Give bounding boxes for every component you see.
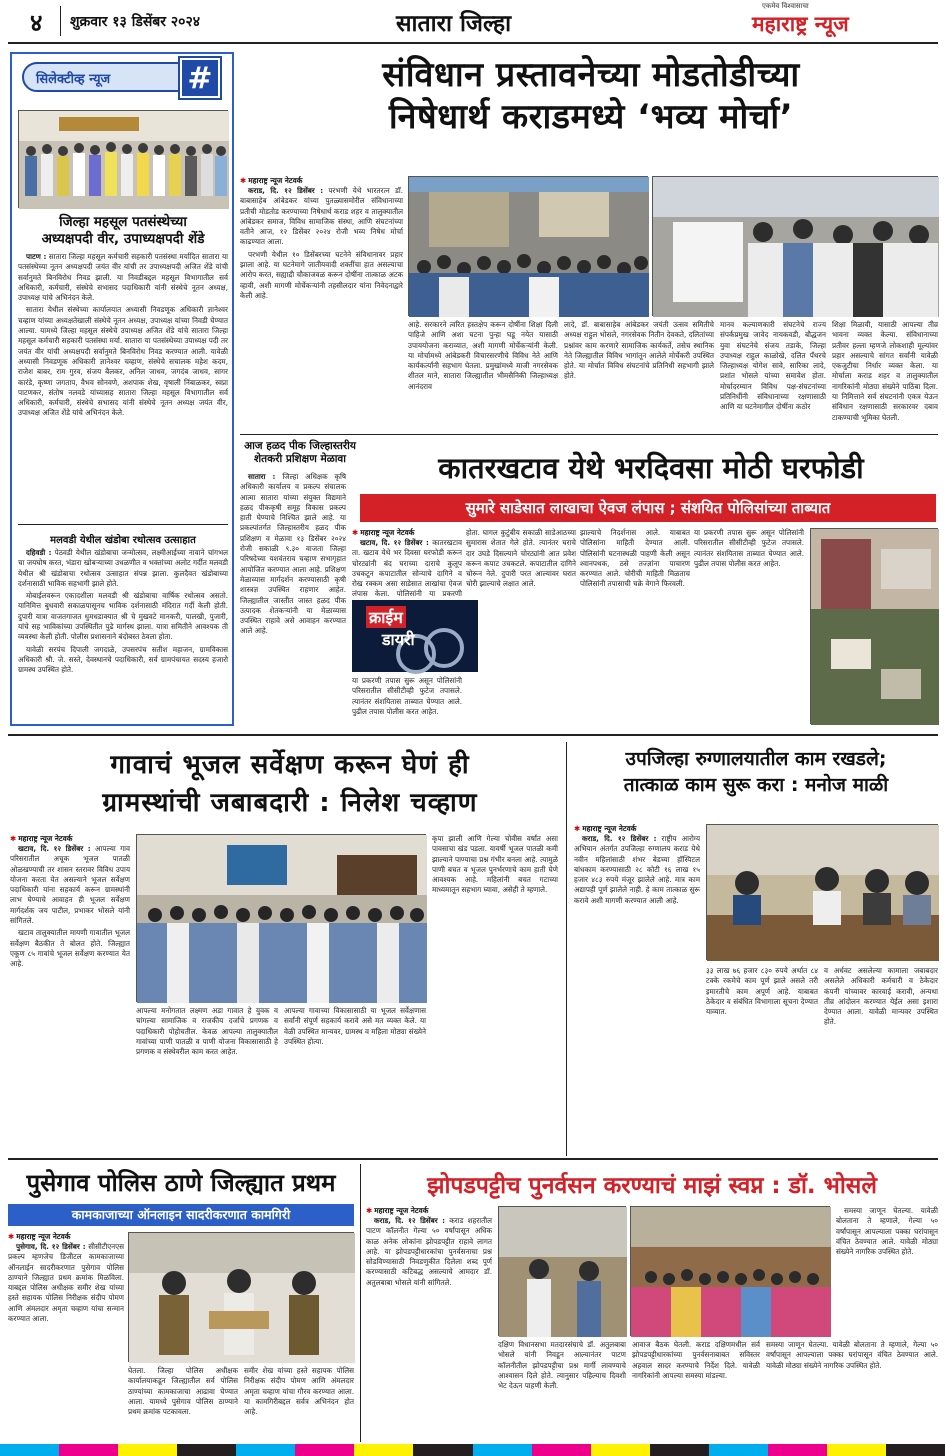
- hospital-photo: [706, 824, 938, 960]
- hospital-col-1: ✱ महाराष्ट्र न्यूज नेटवर्क कराड, दि. १२ डिसेंबर : राष्ट्रीय आरोग्य अभियान अंतर्गत उपजिल्हा रुग्णालय कराड येथे नवीन महिलांसाठी शंभर बेडच्या हॉस्पिटल बांधकाम करण्यासाठी २८ कोटी १६ लाख १५ हजार ४८३ रुपये मंजूर झालेले आहे. मात्र काम अद्यापही पूर्ण झालेले नाही. हे काम तात्काळ सुरू करावे अशी मागणी करण्यात आली आहे.: [574, 824, 700, 905]
- protest-photo-1: [408, 176, 648, 316]
- lead-col-5: शिक्षा मिळावी, यासाठी आपल्या तीव्र भावना व्यक्त केल्या. संविधानाच्या प्रतीवर हल्ला म्हणजे लोकशाही मूल्यांवर प्रहार असल्याचे सांगत सर्वांनी यावेळी एकजुटीचा निर्धार व्यक्त केला. या मोर्चाला कराड शहर व तालुक्यातील नागरिकांनी मोठ्या संख्येने पाठिंबा दिला. या निमित्ताने सर्व संघटनांनी एकत्र येऊन संविधान रक्षणासाठी सरकारवर दबाव टाकण्याची भूमिका घेतली.: [832, 320, 938, 422]
- selective-headline-1: जिल्हा महसूल पतसंस्थेच्या अध्यक्षपदी वीर, उपाध्यक्षपदी शेंडे: [41, 214, 205, 247]
- police-col-1: ✱ महाराष्ट्र न्यूज नेटवर्क पुसेगाव, दि. १२ डिसेंबर : सीसीटीएनएस प्रकल्प म्हणजेच डिजीटल कामकाजाच्या ऑनलाईन सादरीकरणात पुसेगाव पोलिस ठाण्याने जिल्ह्यात प्रथम क्रमांक मिळविला. याबद्दल पोलिस अधीक्षक समीर शेख यांच्या हस्ते सहायक पोलिस निरीक्षक संदीप पोमण आणि अंमलदार अमृता चव्हाण यांचा सन्मान करण्यात आला.: [8, 1232, 125, 1324]
- theft-col-3: झाल्याचे निदर्शनास आले. याबाबत पोलिसांना माहिती देण्यात आली. पोलिसांनी घटनास्थळी पाहणी केली असून श्वानपथक, ठसे तज्ज्ञांना पाचारण करण्यात आले. चोरीची माहिती मिळताच पोलिसांनी तपासाची चक्रे वेगाने फिरवली.: [580, 528, 690, 589]
- selective-headline-2: मलवडी येथील खंडोबा रथोत्सव उत्साहात: [50, 535, 196, 546]
- hospital-col-2: ३३ लाख ७६ हजार ८३० रुपये अर्थात ८४ टक्के रकमेचे काम पूर्ण झाले असले तरी इमारतीचे काम अपूर्ण आहे. याबाबत ठेकेदार व संबंधित विभागाला सूचना देण्यात याव्यात.: [706, 966, 818, 1017]
- ag-headline: आज हळद पीक जिल्हास्तरीय शेतकरी प्रशिक्षण मेळावा: [244, 440, 356, 465]
- selective-story-1: पाटण : सातारा जिल्हा महसूल कर्मचारी सहकारी पतसंस्था मर्यादित सातारा या पतसंस्थेच्या नूतन अध्यक्षपदी जयंत वीर यांची तर उपाध्यक्षपदी अजित शेंडे यांची सर्वानुमते बिनविरोध निवड झाली. या निवडीबद्दल महसूल विभागातील सर्व अधिकारी, कर्मचारी, संस्थेचे सभासद पदाधिकारी यांनी संस्थेचे नूतन अध्यक्ष, उपाध्यक्ष यांचे अभिनंदन केले. सातारा येथील संस्थेच्या कार्यालयात अध्यासी निवडणूक अधिकारी ज्ञानेश्वर चव्हाण यांच्या अध्यक्षतेखाली संस्थेचे नूतन अध्यक्ष, उपाध्यक्ष यांच्या निवडी घेण्यात आल्या. यामध्ये जिल्हा महसूल संस्थेचे उपाध्यक्ष अजित शेंडे यांचे सातारा जिल्हा महसूल कर्मचारी सहकारी पतसंस्था मर्या. सातारा या पतसंस्थेच्या उपाध्यक्ष पदी तर जयंत वीर यांची अध्यक्षपदी सर्वानुमते बिनविरोध निवड करण्यात आली. यावेळी अध्यासी निवडणूक अधिकारी ज्ञानेश्वर चव्हाण, संस्थेचे सचालक महेश कदम, राजेश बाबर, राम गुरव, संजय बैलकर, अनिल जाधव, जगदंब जाधव, सागर कारंडे, कृष्णा जगताप, वैभव सोनवणे, अशपाक शेख, वृषाली निंबाळकर, स्वप्ना पाटणकर, संतोष नलवडे यांच्यासह सातारा जिल्हा महसूल विभागातील सर्व अधिकारी, कर्मचारी, संस्थेचे सभासद यांनी संस्थेचे नूतन अध्यक्ष जयंत वीर, उपाध्यक्ष अजित शेंडे यांचे अभिनंदन केले.: [18, 252, 228, 418]
- lead-col-1: ✱ महाराष्ट्र न्यूज नेटवर्क कराड, दि. १२ डिसेंबर : परभणी येथे भारतरत्न डॉ. बाबासाहेब आंबेडकर यांच्या पुतळ्यासमोरील संविधानाच्या प्रतीची मोडतोड करण्याच्या निषेधार्थ कराड शहर व तालुक्यातील आंबेडकर समाज, विविध सामाजिक संस्था, आणि संघटनांच्या वतीने आज, १२ डिसेंबर २०२४ रोजी भव्य निषेध मोर्चा काढण्यात आला. परभणी येथील १० डिसेंबरच्या घटनेने संविधानावर प्रहार झाला आहे. या घटनेमागे जातीयवादी शक्तींचा हात असल्याचा आरोप करत, सह्याद्री चौकाजवळ करून दोषींना तात्काळ अटक व्हावी, अशी मागणी मोर्चेकऱ्यांनी तहसीलदार यांना निवेदनाद्वारे केली आहे.: [240, 176, 403, 300]
- water-headline: गावाचं भूजल सर्वेक्षण करून घेणं ही ग्रामस्थांची जबाबदारी : निलेश चव्हाण: [102, 750, 478, 818]
- lead-col-2: आहे. सरकारने त्वरित हस्तक्षेप करून दोषींना शिक्षा दिली पाहिजे आणि अशा घटना पुन्हा घडू नयेत यासाठी उपाययोजना कराव्यात, अशी मागणी मोर्चेकऱ्यांनी केली. या मोर्चामध्ये आंबेडकरी विचारसरणीचे विविध नेते आणि कार्यकर्त्यांनी सहभाग घेतला. प्रमुखांमध्ये माजी नगरसेवक शीतल माने, सातारा जिल्ह्यातील भीमसैनिकी जिल्हाध्यक्ष आनंदराव: [408, 320, 558, 391]
- issue-date: शुक्रवार १३ डिसेंबर २०२४: [70, 14, 201, 30]
- police-headline: पुसेगाव पोलिस ठाणे जिल्ह्यात प्रथम: [26, 1169, 336, 1197]
- lead-col-4: मानव कल्याणकारी संघटनेचे राज्य संपर्कप्रमुख जावेद नायकवडी, बौद्धजन युवा संघटनेचे संजय तडाके, जिल्हा उपाध्यक्ष राहुल काळोखे, दलित पँथरचे जिल्हाध्यक्ष योगेश सावे, सारिका लादे, प्रशांत भोसले यांच्या समावेश होता. मोर्चादरम्यान विविध पक्ष-संघटनांच्या प्रतिनिधींनी संविधानाच्या रक्षणासाठी आणि या घटनेमागील दोषींना कठोर: [720, 320, 826, 412]
- selective-news-box: [10, 52, 234, 726]
- theft-col-2: होता. घागल कुटुंबीय सकाळी साडेआठच्या सुमारास शेतात गेले होते. त्यानंतर घराचे दार उघडे दिसल्याने चोरट्यांनी आत प्रवेश करून कपाट उचकटले. कपाटातील दागिने चोरून नेले. दुपारी परत आल्यावर घरात चोरी झाल्याचे लक्षात आले.: [466, 528, 576, 589]
- ag-story: सातारा : जिल्हा अधिक्षक कृषि अधिकारी कार्यालय व प्रकल्प संचालक आत्मा सातारा यांच्या संयुक्त विद्यमाने हळद पीककृषी समूह विकास प्रकल्प हाती घेण्याचे निश्चित झाले आहे. या प्रकल्पांतर्गत जिल्हास्तरीय हळद पीक प्रशिक्षण व मेळावा १३ डिसेंबर २०२४ रोजी सकाळी ९.३० वाजता जिल्हा परिषदेच्या यशवंतराव चव्हाण सभागृहात आयोजित करण्यात आला आहे. प्रशिक्षण मेळाव्यास मार्गदर्शन करण्यासाठी कृषी शास्त्रज्ञ उपस्थित राहणार आहेत. जिल्ह्यातील जास्तीत जास्त हळद पीक उत्पादक शेतकऱ्यांनी या मेळाव्यास उपस्थित राहावे असे आवाहन करण्यात आले आहे.: [240, 472, 346, 636]
- water-col-3: आपल्या गावाच्या विकासासाठी या भूजल सर्वेक्षणास सर्वांनी संपूर्ण सहकार्य करावे असे मत व्यक्त केले. या वेळी उपस्थित मान्यवर, ग्रामस्थ व महिला मोठ्या संख्येने उपस्थित होत्या.: [284, 1006, 426, 1046]
- slum-headline: झोपडपट्टीच पुनर्वसन करण्याचं माझं स्वप्न : डॉ. भोसले: [427, 1173, 877, 1199]
- theft-col-1: ✱ महाराष्ट्र न्यूज नेटवर्क खटाव, दि. १२ डिसेंबर : कातरखटाव ता. खटाव येथे भर दिवसा घरफोडी करून चोरट्यांनी बंद घराच्या दाराचे कुलूप उचकटून कपाटातील सोन्याचे दागिने व रोख रक्कम असा साडेसात लाखांचा ऐवज लंपास केला. पोलिसांनी या प्रकरणी: [352, 528, 463, 599]
- hospital-col-3: व अर्धवट असलेल्या कामाला जबाबदार असलेले अधिकारी कर्मचारी व ठेकेदार कंपनी यांच्यावर कारवाई करावी, अन्यथा तीव्र आंदोलन करण्यात येईल असा इशारा देण्यात आला. यावेळी मान्यवर उपस्थित होते.: [824, 966, 938, 1027]
- police-col-3: समीर शेख यांच्या हस्ते सहायक पोलिस निरीक्षक संदीप पोमण आणि अंमलदार अमृता चव्हाण यांचा गौरव करण्यात आला. या कामगिरीबद्दल सर्वत्र अभिनंदन होत आहे.: [244, 1366, 354, 1417]
- theft-headline: कातरखटाव येथे भरदिवसा मोठी घरफोडी: [438, 451, 864, 485]
- theft-photo: [810, 528, 938, 724]
- selective-banner: [22, 62, 192, 92]
- hospital-headline: उपजिल्हा रुग्णालयातील काम रखडले; तात्काळ काम सुरू करा : मनोज माळी: [623, 748, 889, 796]
- slum-col-2: दक्षिण विधानसभा मतदारसंघाचे डॉ. अतुलबाबा भोसले यांनी निवडून आल्यानंतर पाटण कॉलनीतील झोपडपट्टीचा प्रश्न मार्गी लावण्याचे आश्वासन दिले होते. त्यानुसार पहिल्याच दिवशी भेट देऊन पाहणी केली.: [498, 1340, 626, 1391]
- slum-photo-1: [498, 1206, 626, 1336]
- group-photo-patsanstha: [18, 110, 228, 208]
- page-number: ४: [30, 9, 43, 37]
- slum-photo-2: [630, 1206, 830, 1336]
- police-photo: [128, 1232, 354, 1362]
- selective-banner-label: सिलेक्टीव्ह न्यूज: [36, 72, 111, 87]
- slum-col-3: आवाज बैठक घेतली. कराड दक्षिणमधील सर्व झोपडपट्टीधारकांच्या पुनर्वसनाबाबत सविस्तर अहवाल सादर करण्याचे निर्देश दिले. यावेळी नागरिकांनी आपल्या समस्या मांडल्या.: [632, 1340, 760, 1380]
- hash-badge: #: [180, 58, 220, 98]
- masthead: [0, 0, 945, 44]
- water-col-2: आपल्या मनोगतात लक्ष्मण अडा गावात हे युवक व चांगल्या सामाजिक व राजकीय दर्जाचे प्रगणक व पदाधिकारी पोहोचतील. केवळ आपल्या तालुक्यातील गावांच्या पाणी पातळी व पाणी योजना विकासासाठी हे प्रगणक व संस्थेवरील काम करत आहेत.: [136, 1006, 278, 1057]
- water-group-photo: [136, 834, 426, 1002]
- lead-headline: संविधान प्रस्तावनेच्या मोडतोडीच्या निषेधार्थ कराडमध्ये ‘भव्य मोर्चा’: [382, 55, 800, 137]
- section-title: सातारा जिल्हा: [396, 11, 512, 37]
- police-col-2: घेतला. जिल्हा पोलिस अधीक्षक कार्यालयाकडून जिल्ह्यातील सर्व पोलिस ठाण्यांच्या कामकाजाचा आढावा घेण्यात आला. यामध्ये पुसेगाव पोलिस ठाण्याने प्रथम क्रमांक पटकावला.: [128, 1366, 238, 1417]
- theft-col-4: या प्रकरणी तपास सुरू असून पोलिसांनी परिसरातील सीसीटीव्ही फुटेज तपासले. त्यानंतर संशयितास ताब्यात घेण्यात आले. पुढील तपास पोलीस करत आहेत.: [694, 528, 804, 568]
- print-registration-strip: [0, 1444, 945, 1456]
- theft-col-1b: या प्रकरणी तपास सुरू असून पोलिसांनी परिसरातील सीसीटीव्ही फुटेज तपासले. त्यानंतर संशयितास ताब्यात घेण्यात आले. पुढील तपास पोलीस करत आहेत.: [352, 676, 462, 716]
- slum-col-4-top: समस्या जाणून घेतल्या. यावेळी बोलताना ते म्हणाले, गेल्या ५० वर्षांपासून आपल्याला पक्का घरांपासून वंचित ठेवण्यात आले. यावेळी मोठ्या संख्येने नागरिक उपस्थित होते.: [836, 1206, 938, 1257]
- brand-tagline: एकमेव विश्वासाचा: [762, 2, 809, 10]
- protest-photo-2: [652, 176, 938, 316]
- selective-story-2: दहिवडी : पेठवडी येथील खंडोबाचा जन्मोत्सव, लक्ष्मीआईच्या नावाने चांगभल चा जयघोष करत, भंडारा खोबऱ्याच्या उधळणीत व भक्तांच्या अलोट गर्दीत मलवडी येथील श्री खंडोबाचा रथोत्सव उत्साहात संपन्न झाला. कुलदैवत खंडोबाच्या दर्शनासाठी भाविक सहभागी झाले होते. मोबाईलवरून एकादशीला मलवडी श्री खंडोबाचा वार्षिक रथोत्सव असतो. यानिमित्त बुधवारी सकाळपासूनच भाविक दर्शनासाठी मंदिरात गर्दी केली होती. दुपारी यात्रा वाजतगाजत धुमधडाक्यात श्री चे मुखवटे मानकरी, पालखी, पुजारी, यांचे सह भाविकांच्या उपस्थितीत पुढे मार्गस्थ झाला. यात्रा समितीने आवश्यक ती व्यवस्था केली होती. पोलीस प्रशासनाने बंदोबस्त ठेवला होता. यावेळी सरपंच दिपाली जगदाळे, उपसरपंच सतीश महाजन, ग्रामविकास अधिकारी श्री. जे. सस्ते, देवस्थानचे पदाधिकारी, सर्व ग्रामपंचायत सदस्य हजारो ग्रामस्थ उपस्थित होते.: [18, 548, 228, 675]
- water-col-4: कृपा झाली आणि गेल्या चोवीस वर्षांत असा पावसाचा खंड पडला. यावर्षी भूजल पातळी कमी झाल्याने पाण्याचा प्रश्न गंभीर बनला आहे. त्यामुळे पाणी बचत व भूजल पुनर्भरणाचे काम हाती घेणे आवश्यक आहे. महिलांनी बचत गटाच्या माध्यमातून सहभाग घ्यावा, असेही ते म्हणाले.: [432, 834, 558, 895]
- slum-col-4: समस्या जाणून घेतल्या. यावेळी बोलताना ते म्हणाले, गेल्या ५० वर्षांपासून आपल्याला पक्का घरांपासून वंचित ठेवण्यात आले. यावेळी मोठ्या संख्येने नागरिक उपस्थित होते.: [766, 1340, 938, 1370]
- brand-logo: महाराष्ट्र न्यूज: [752, 12, 849, 36]
- lead-col-3: लादे, डॉ. बाबासाहेब आंबेडकर जयंती उत्सव समितीचे अध्यक्ष राहुल भोसले, नगरसेवक नितीन देवकते, दलितांच्या प्रश्नांवर काम करणारे सामाजिक कार्यकर्ते, तसेच स्थानिक नेते जिल्ह्यातील विविध भागांतून आलेले मोर्चेकरी उपस्थित होते. या मोर्चात विविध संघटनांचे प्रतिनिधी सहभागी झाले होते.: [564, 320, 714, 381]
- police-subhead: कामकाजाच्या ऑनलाइन सादरीकरणात कामगिरी: [8, 1204, 354, 1226]
- theft-subhead: सुमारे साडेसात लाखाचा ऐवज लंपास ; संशयित पोलिसांच्या ताब्यात: [360, 494, 936, 522]
- slum-col-1: ✱ महाराष्ट्र न्यूज नेटवर्क कराड, दि. १२ डिसेंबर : कराड शहरातील पाटण कॉलनीत गेल्या ५० वर्षांपासून अधिक काळ अनेक लोकांना झोपडपट्टीत राहावे लागत आहे. या झोपडपट्टीधारकांचा पुनर्वसनाचा प्रश्न सोडविण्यासाठी निवडणुकीत दिलेला शब्द पूर्ण करण्यासाठी कटिबद्ध असल्याचे आमदार डॉ. अतुलबाबा भोसले यांनी सांगितले.: [366, 1206, 492, 1287]
- water-col-1: ✱ महाराष्ट्र न्यूज नेटवर्क खटाव, दि. १२ डिसेंबर : आपल्या गाव परिसरातील अचूक भूजल पातळी ओळखण्याची तर शासन स्तरावर विविध उपाय योजना करता येत असल्याने भूजल सर्वेक्षण पदाधिकारी यांना सहकार्य करून ग्रामस्थांनी लाभ घेण्याचे आवाहन ही भूजल सर्वेक्षण मार्गदर्शक जय पाटील, प्रभाकर भोसले यांनी सांगितले. खटाव तालुक्यातील मायणी गावातील भूजल सर्वेक्षण बैठकीत ते बोलत होते. जिल्ह्यात एकूण ८५ गावांचे भूजल सर्वेक्षण करण्यात येत आहे.: [10, 834, 130, 969]
- crime-diary-badge: क्राईम डायरी: [352, 600, 478, 672]
